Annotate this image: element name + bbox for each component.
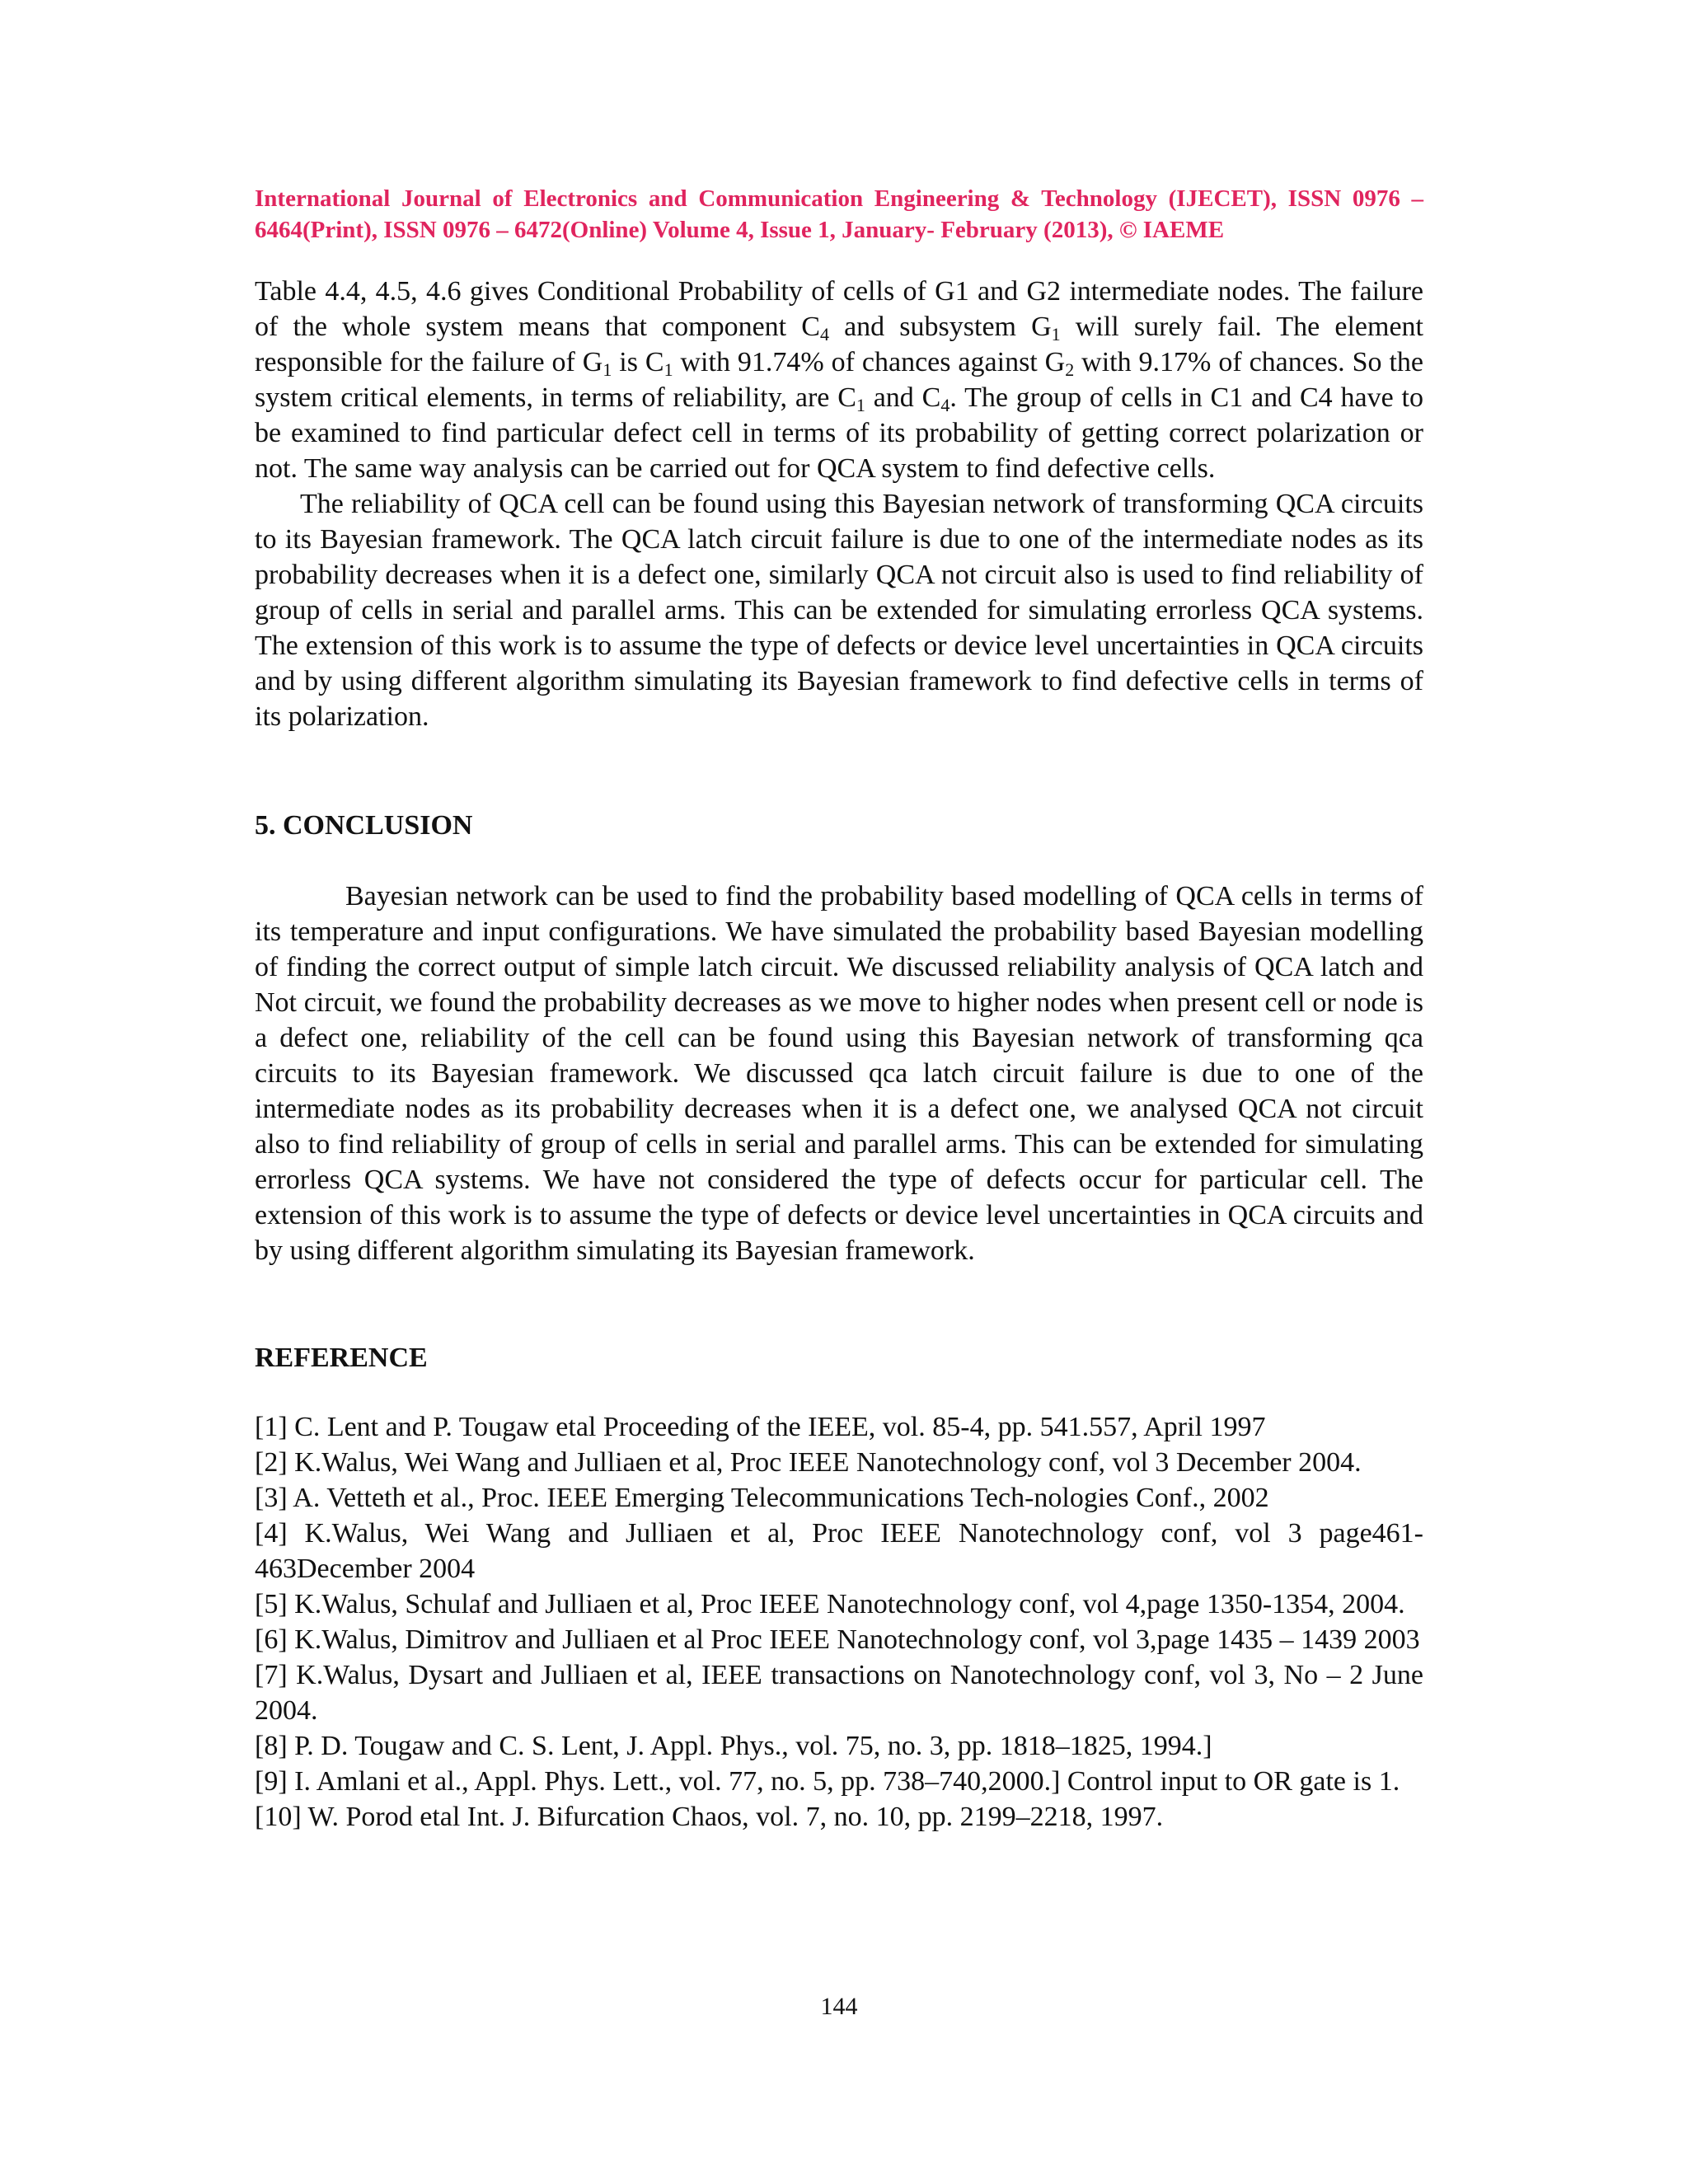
reference-list [255,1409,1423,1835]
reference-item: [2] K.Walus, Wei Wang and Julliaen et al, Proc IEEE Nanotechnology conf, vol 3 December 2004. [255,1447,1362,1478]
reference-item: [3] A. Vetteth et al., Proc. IEEE Emerging Telecommunications Tech-nologies Conf., 2002 [255,1483,1269,1513]
paragraph-table-analysis: Table 4.4, 4.5, 4.6 gives Conditional Probability of cells of G1 and G2 intermediate nodes. The failure of the whole system means that component $C_4$ and subsystem $G_1$ will surely fail. The element responsible for the failure of $G_1$ is $C_1$ with 91.74% of chances against $G_2$ with 9.17% of chances. So the system critical elements, in terms of reliability, are $C_1$ and $C_4$. The group of cells in C1 and C4 have to be examined to find particular defect cell in terms of its probability of getting correct polarization or not. The same way analysis can be carried out for QCA system to find defective cells. [255,276,1423,484]
conclusion-body [255,879,1423,1268]
reference-item: [10] W. Porod etal Int. J. Bifurcation Chaos, vol. 7, no. 10, pp. 2199–2218, 1997. [255,1802,1164,1832]
reference-item: [1] C. Lent and P. Tougaw etal Proceeding of the IEEE, vol. 85-4, pp. 541.557, April 1997 [255,1412,1266,1442]
conclusion-heading: 5. CONCLUSION [255,810,473,841]
reference-item: [5] K.Walus, Schulaf and Julliaen et al, Proc IEEE Nanotechnology conf, vol 4,page 1350-1354, 2004. [255,1589,1405,1619]
conclusion-paragraph: Bayesian network can be used to find the probability based modelling of QCA cells in terms of its temperature and input configurations. We have simulated the probability based Bayesian modelling of finding the correct output of simple latch circuit. We discussed reliability analysis of QCA latch and Not circuit, we found the probability decreases as we move to higher nodes when present cell or node is a defect one, reliability of the cell can be found using this Bayesian network of transforming qca circuits to its Bayesian framework. We discussed qca latch circuit failure is due to one of the intermediate nodes as its probability decreases when it is a defect one, we analysed QCA not circuit also to find reliability of group of cells in serial and parallel arms. This can be extended for simulating errorless QCA systems. We have not considered the type of defects occur for particular cell. The extension of this work is to assume the type of defects or device level uncertainties in QCA circuits and by using different algorithm simulating its Bayesian framework. [255,881,1423,1266]
reference-item: [6] K.Walus, Dimitrov and Julliaen et al Proc IEEE Nanotechnology conf, vol 3,page 1435 – 1439 2003 [255,1624,1420,1655]
paper-page [255,0,1423,2184]
reference-item: [9] I. Amlani et al., Appl. Phys. Lett., vol. 77, no. 5, pp. 738–740,2000.] Control input to OR gate is 1. [255,1766,1400,1797]
reference-item: [4] K.Walus, Wei Wang and Julliaen et al, Proc IEEE Nanotechnology conf, vol 3 page461-463December 2004 [255,1518,1423,1584]
journal-header: International Journal of Electronics and Communication Engineering & Technology (IJECET), ISSN 0976 – 6464(Print), ISSN 0976 – 6472(Online) Volume 4, Issue 1, January- February (2013), © IAEME [255,185,1423,243]
reference-item: [8] P. D. Tougaw and C. S. Lent, J. Appl. Phys., vol. 75, no. 3, pp. 1818–1825, 1994.] [255,1731,1212,1761]
references-heading: REFERENCE [255,1343,428,1373]
reference-item: [7] K.Walus, Dysart and Julliaen et al, IEEE transactions on Nanotechnology conf, vol 3, No – 2 June 2004. [255,1660,1423,1726]
paragraph-reliability: The reliability of QCA cell can be found using this Bayesian network of transforming QCA circuits to its Bayesian framework. The QCA latch circuit failure is due to one of the intermediate nodes as its probability decreases when it is a defect one, similarly QCA not circuit also is used to find reliability of group of cells in serial and parallel arms. This can be extended for simulating errorless QCA systems. The extension of this work is to assume the type of defects or device level uncertainties in QCA circuits and by using different algorithm simulating its Bayesian framework to find defective cells in terms of its polarization. [255,489,1423,732]
section-4-body [255,274,1423,734]
page-number: 144 [820,1993,858,2020]
